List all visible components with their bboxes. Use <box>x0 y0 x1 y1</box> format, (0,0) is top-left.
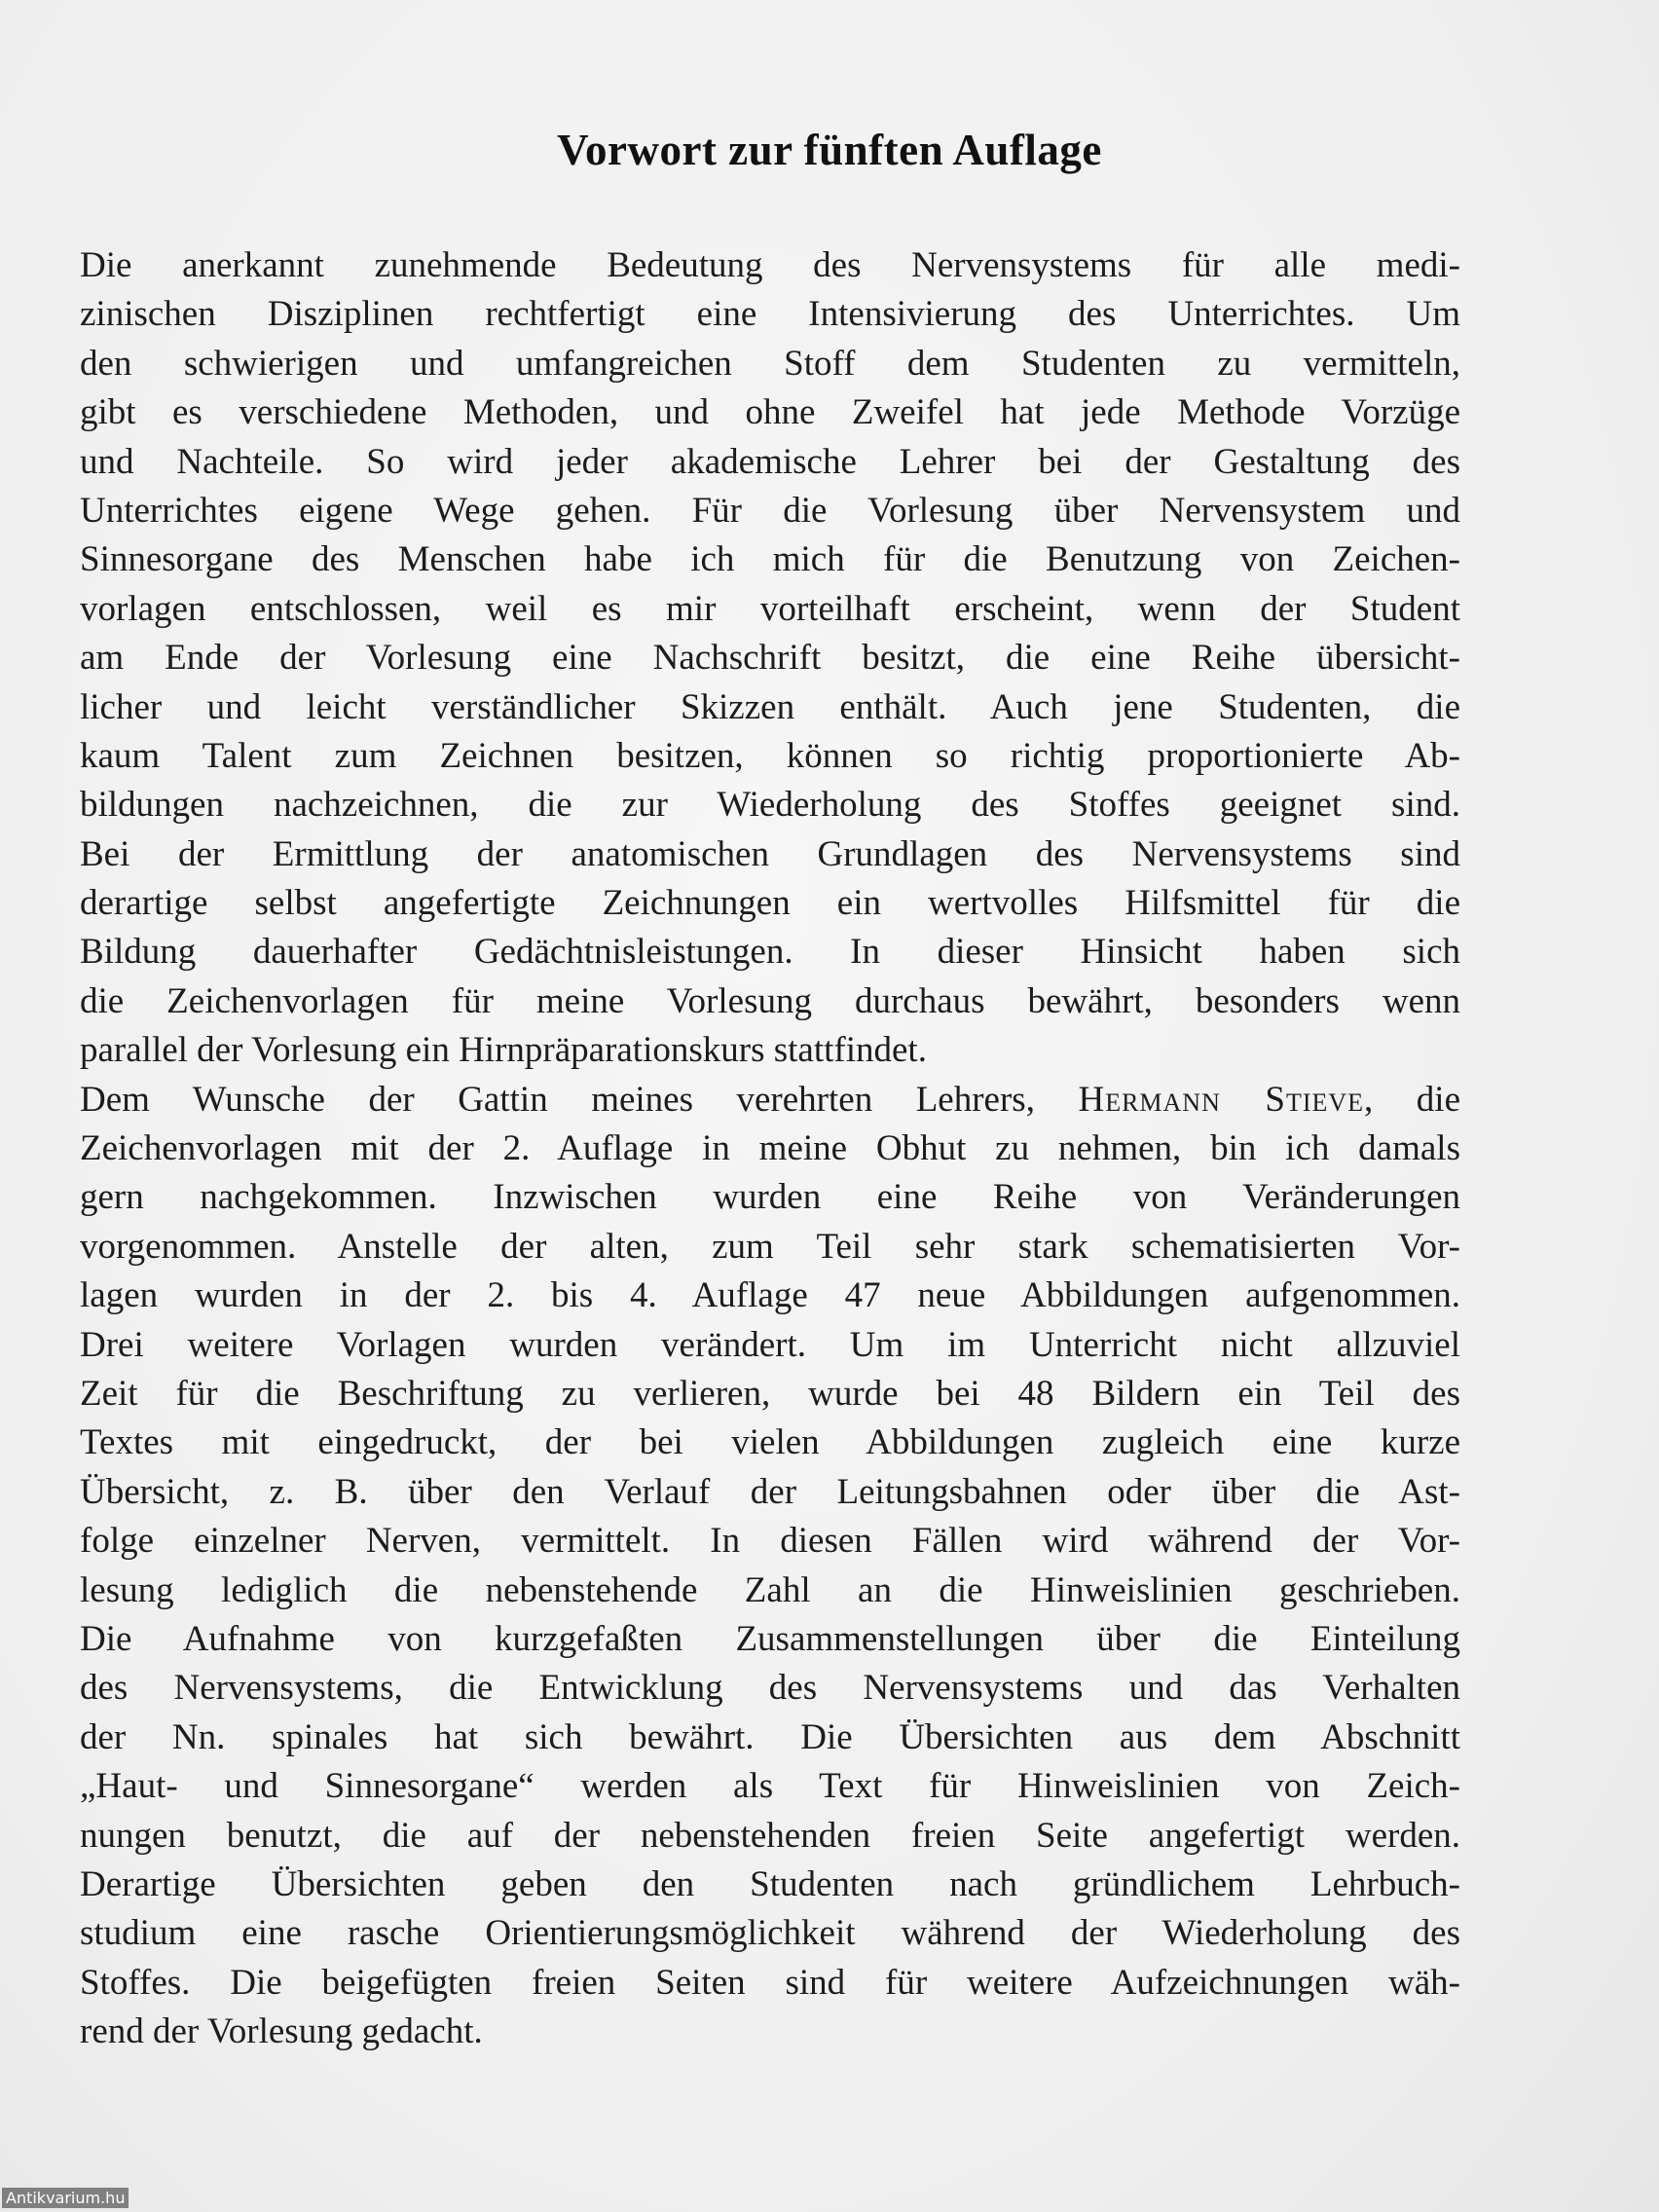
text-line: Bei der Ermittlung der anatomischen Grundlagen des Nervensystems sind <box>80 833 1460 874</box>
text-line: Zeichenvorlagen mit der 2. Auflage in meine Obhut zu nehmen, bin ich damals <box>80 1128 1460 1169</box>
text-line: vorgenommen. Anstelle der alten, zum Teil sehr stark schematisierten Vor- <box>80 1226 1460 1267</box>
text-line: Unterrichtes eigene Wege gehen. Für die Vorlesung über Nervensystem und <box>80 490 1460 531</box>
text-line: gibt es verschiedene Methoden, und ohne Zweifel hat jede Methode Vorzüge <box>80 392 1460 433</box>
text-line: rend der Vorlesung gedacht. <box>80 2011 483 2052</box>
text-line: Übersicht, z. B. über den Verlauf der Leitungsbahnen oder über die Ast- <box>80 1471 1460 1512</box>
page-title: Vorwort zur fünften Auflage <box>557 126 1102 174</box>
watermark: Antikvarium.hu <box>2 2188 129 2208</box>
author-name: Hermann Stieve <box>1078 1079 1365 1120</box>
text-line: kaum Talent zum Zeichnen besitzen, können so richtig proportionierte Ab- <box>80 735 1460 776</box>
text-line: gern nachgekommen. Inzwischen wurden eine Reihe von Veränderungen <box>80 1177 1460 1218</box>
text-line: Stoffes. Die beigefügten freien Seiten sind für weitere Aufzeichnungen wäh- <box>80 1962 1460 2003</box>
text-line: den schwierigen und umfangreichen Stoff dem Studenten zu vermitteln, <box>80 343 1460 384</box>
line-text-before-name: Dem Wunsche der Gattin meines verehrten Lehrers, <box>80 1079 1035 1120</box>
text-line: derartige selbst angefertigte Zeichnungen ein wertvolles Hilfsmittel für die <box>80 883 1460 924</box>
line-text-after-name: , die <box>1364 1079 1460 1120</box>
text-line: Textes mit eingedruckt, der bei vielen Abbildungen zugleich eine kurze <box>80 1422 1460 1463</box>
text-line: nungen benutzt, die auf der nebenstehenden freien Seite angefertigt werden. <box>80 1815 1460 1856</box>
text-line: vorlagen entschlossen, weil es mir vorteilhaft erscheint, wenn der Student <box>80 588 1460 629</box>
text-line: am Ende der Vorlesung eine Nachschrift besitzt, die eine Reihe übersicht- <box>80 638 1460 679</box>
text-line-with-name <box>80 1076 1460 1124</box>
text-line: Derartige Übersichten geben den Studenten nach gründlichem Lehrbuch- <box>80 1863 1460 1904</box>
text-line: lagen wurden in der 2. bis 4. Auflage 47 neue Abbildungen aufgenommen. <box>80 1275 1460 1316</box>
text-line: Die Aufnahme von kurzgefaßten Zusammenstellungen über die Einteilung <box>80 1618 1460 1659</box>
text-line: Zeit für die Beschriftung zu verlieren, wurde bei 48 Bildern ein Teil des <box>80 1373 1460 1414</box>
text-line: der Nn. spinales hat sich bewährt. Die Übersichten aus dem Abschnitt <box>80 1716 1460 1757</box>
text-line: licher und leicht verständlicher Skizzen enthält. Auch jene Studenten, die <box>80 686 1460 727</box>
text-line: Sinnesorgane des Menschen habe ich mich für die Benutzung von Zeichen- <box>80 539 1460 580</box>
text-line: parallel der Vorlesung ein Hirnpräparationskurs stattfindet. <box>80 1030 927 1071</box>
text-line: die Zeichenvorlagen für meine Vorlesung durchaus bewährt, besonders wenn <box>80 980 1460 1021</box>
text-line: folge einzelner Nerven, vermittelt. In diesen Fällen wird während der Vor- <box>80 1521 1460 1562</box>
text-line: studium eine rasche Orientierungsmöglichkeit während der Wiederholung des <box>80 1913 1460 1954</box>
text-line: Drei weitere Vorlagen wurden verändert. Um im Unterricht nicht allzuviel <box>80 1324 1460 1365</box>
text-line: bildungen nachzeichnen, die zur Wiederholung des Stoffes geeignet sind. <box>80 785 1460 826</box>
preface-body <box>80 241 1460 2056</box>
text-line: Die anerkannt zunehmende Bedeutung des Nervensystems für alle medi- <box>80 245 1460 285</box>
text-line: des Nervensystems, die Entwicklung des Nervensystems und das Verhalten <box>80 1668 1460 1709</box>
text-line: lesung lediglich die nebenstehende Zahl an die Hinweislinien geschrieben. <box>80 1569 1460 1610</box>
text-line: und Nachteile. So wird jeder akademische Lehrer bei der Gestaltung des <box>80 441 1460 482</box>
text-line: zinischen Disziplinen rechtfertigt eine Intensivierung des Unterrichtes. Um <box>80 294 1460 335</box>
text-line: Bildung dauerhafter Gedächtnisleistungen. In dieser Hinsicht haben sich <box>80 932 1460 973</box>
text-line: „Haut- und Sinnesorgane“ werden als Text für Hinweislinien von Zeich- <box>80 1766 1460 1807</box>
